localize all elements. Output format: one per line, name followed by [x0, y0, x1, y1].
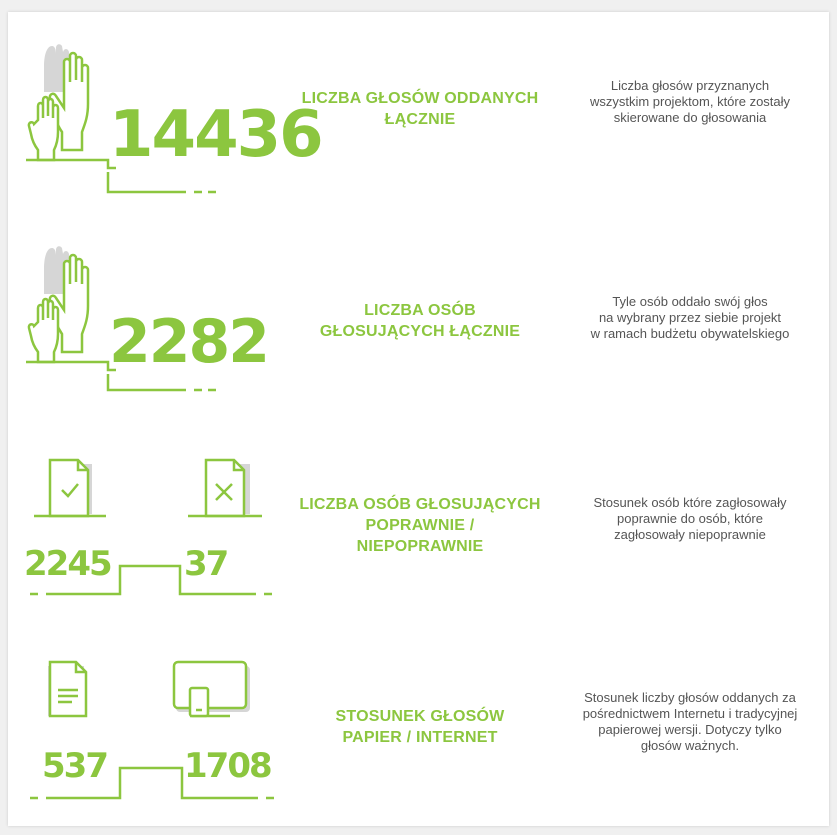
total-voters-heading: [280, 300, 560, 342]
heading-line: POPRAWNIE /: [365, 517, 475, 534]
valid-invalid-heading: [280, 494, 560, 557]
description-line: Tyle osób oddało swój głos: [612, 294, 768, 309]
connector-lines: [26, 752, 286, 802]
stats-card: [8, 12, 829, 826]
heading-line: STOSUNEK GŁOSÓW: [335, 708, 505, 725]
total-votes-number: 14436: [109, 98, 322, 172]
connector-lines: [26, 552, 286, 602]
heading-line: LICZBA GŁOSÓW ODDANYCH: [301, 90, 539, 107]
valid-voters-number: 2245: [24, 544, 111, 584]
invalid-ballot-icon: [182, 460, 262, 520]
monitor-phone-icon: [170, 660, 260, 720]
valid-ballot-icon: [34, 460, 114, 520]
description-line: poprawnie do osób, które: [617, 511, 763, 526]
total-votes-description: [560, 78, 820, 126]
description-line: głosów ważnych.: [640, 738, 740, 753]
total-voters-number: 2282: [109, 307, 268, 377]
heading-line: ŁĄCZNIE: [384, 111, 456, 128]
description-line: Stosunek liczby głosów oddanych za: [584, 690, 796, 705]
paper-internet-heading: [280, 706, 560, 748]
description-line: skierowane do głosowania: [613, 110, 767, 125]
description-line: wszystkim projektom, które zostały: [589, 94, 791, 109]
heading-line: GŁOSUJĄCYCH ŁĄCZNIE: [319, 323, 521, 340]
description-line: zagłosowały niepoprawnie: [614, 527, 766, 542]
heading-line: LICZBA OSÓB: [364, 302, 476, 319]
heading-line: NIEPOPRAWNIE: [356, 538, 484, 555]
valid-invalid-description: [560, 495, 820, 543]
heading-line: PAPIER / INTERNET: [342, 729, 498, 746]
internet-votes-number: 1708: [184, 746, 271, 786]
total-voters-description: [560, 294, 820, 342]
description-line: pośrednictwem Internetu i tradycyjnej: [582, 706, 798, 721]
description-line: papierowej wersji. Dotyczy tylko: [598, 722, 782, 737]
heading-line: LICZBA OSÓB GŁOSUJĄCYCH: [299, 496, 541, 513]
total-votes-heading: [280, 88, 560, 130]
description-line: Liczba głosów przyznanych: [610, 78, 770, 93]
paper-votes-number: 537: [42, 746, 107, 786]
description-line: Stosunek osób które zagłosowały: [593, 495, 787, 510]
invalid-voters-number: 37: [184, 544, 228, 584]
description-line: w ramach budżetu obywatelskiego: [590, 326, 790, 341]
paper-document-icon: [42, 660, 102, 720]
paper-internet-description: [560, 690, 820, 754]
description-line: na wybrany przez siebie projekt: [598, 310, 782, 325]
